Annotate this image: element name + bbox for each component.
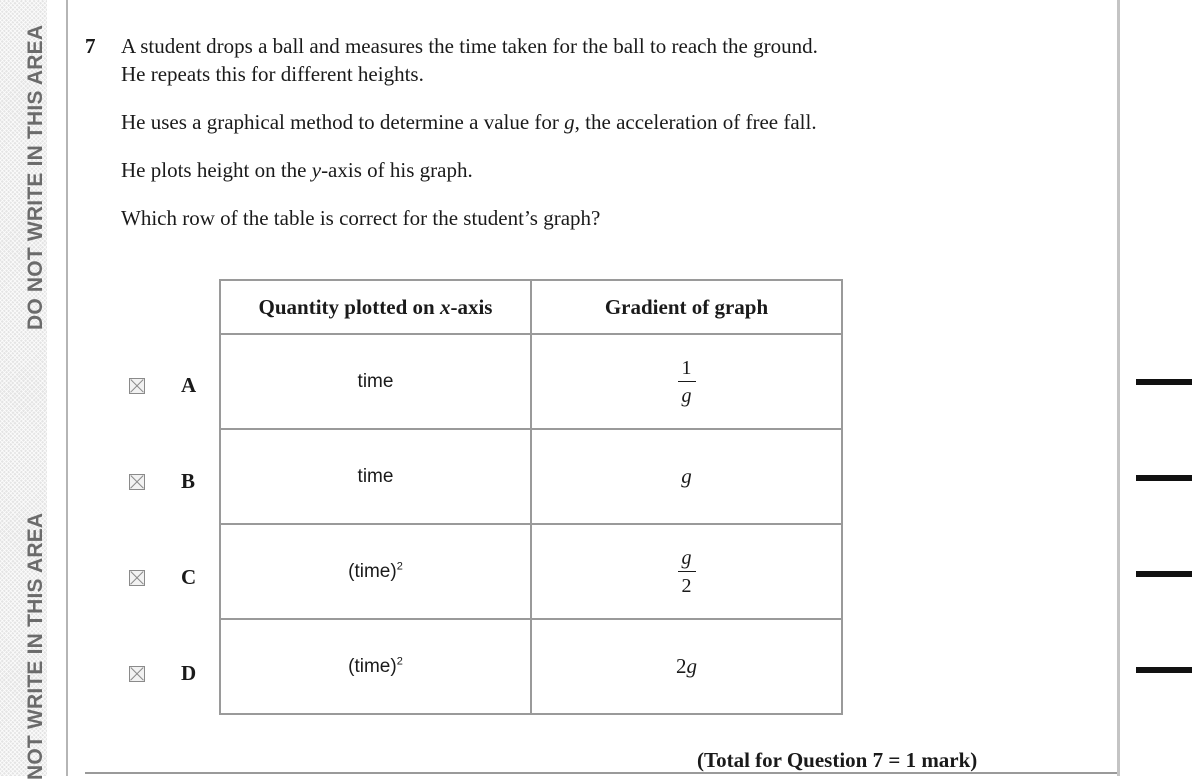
- x-quantity-cell: (time)$^2$: [220, 524, 531, 619]
- option-d[interactable]: [129, 661, 196, 686]
- checkbox-d[interactable]: [129, 666, 145, 682]
- exponent: 2: [396, 560, 403, 573]
- bottom-rule: [85, 772, 1117, 774]
- gradient-cell: 2g: [531, 619, 842, 714]
- option-letter: D: [181, 661, 197, 685]
- margin-warning-top: DO NOT WRITE IN THIS AREA: [24, 24, 47, 330]
- right-margin-rule: [1117, 0, 1120, 776]
- option-letter: C: [181, 565, 197, 589]
- total-marks: (Total for Question 7 = 1 mark): [697, 748, 978, 772]
- option-letter: B: [181, 469, 196, 493]
- gradient-fraction: [678, 548, 696, 596]
- option-a[interactable]: [129, 373, 196, 398]
- option-c[interactable]: [129, 565, 196, 590]
- table-row: [220, 619, 842, 714]
- checkbox-c[interactable]: [129, 570, 145, 586]
- margin-tick: [1136, 475, 1192, 481]
- question-line-1: A student drops a ball and measures the time taken for the ball to reach the ground.: [121, 34, 818, 58]
- question-line-4: He plots height on the y-axis of his graph.: [121, 158, 473, 182]
- question-line-2: He repeats this for different heights.: [121, 62, 424, 86]
- gradient-cell: [531, 334, 842, 429]
- table-row: [220, 429, 842, 524]
- margin-tick: [1136, 379, 1192, 385]
- gradient-cell: g: [531, 429, 842, 524]
- question-number: 7: [85, 34, 96, 58]
- header-gradient: Gradient of graph: [531, 280, 842, 334]
- margin-tick: [1136, 571, 1192, 577]
- margin-tick: [1136, 667, 1192, 673]
- table-row: [220, 334, 842, 429]
- question-prompt: Which row of the table is correct for the student’s graph?: [121, 206, 601, 230]
- header-x-quantity: Quantity plotted on x-axis: [220, 280, 531, 334]
- exponent: 2: [396, 655, 403, 668]
- x-quantity-cell: (time)$^2$: [220, 619, 531, 714]
- margin-warning-bottom: NOT WRITE IN THIS AREA: [24, 512, 47, 780]
- answer-table: [219, 279, 843, 715]
- fraction-numerator: g: [678, 548, 696, 572]
- fraction-denominator: 2: [681, 574, 692, 597]
- x-quantity-cell: time: [220, 429, 531, 524]
- question-line-3: He uses a graphical method to determine a value for g, the acceleration of free fall.: [121, 110, 817, 134]
- table-row: [220, 524, 842, 619]
- fraction-denominator: g: [681, 384, 692, 407]
- margin-rule: [66, 0, 68, 776]
- gradient-fraction: [678, 358, 696, 406]
- checkbox-b[interactable]: [129, 474, 145, 490]
- fraction-numerator: 1: [678, 358, 696, 382]
- x-quantity-cell: time: [220, 334, 531, 429]
- option-letter: A: [181, 373, 197, 397]
- option-b[interactable]: [129, 469, 195, 494]
- gradient-cell: [531, 524, 842, 619]
- checkbox-a[interactable]: [129, 378, 145, 394]
- table-header-row: [220, 280, 842, 334]
